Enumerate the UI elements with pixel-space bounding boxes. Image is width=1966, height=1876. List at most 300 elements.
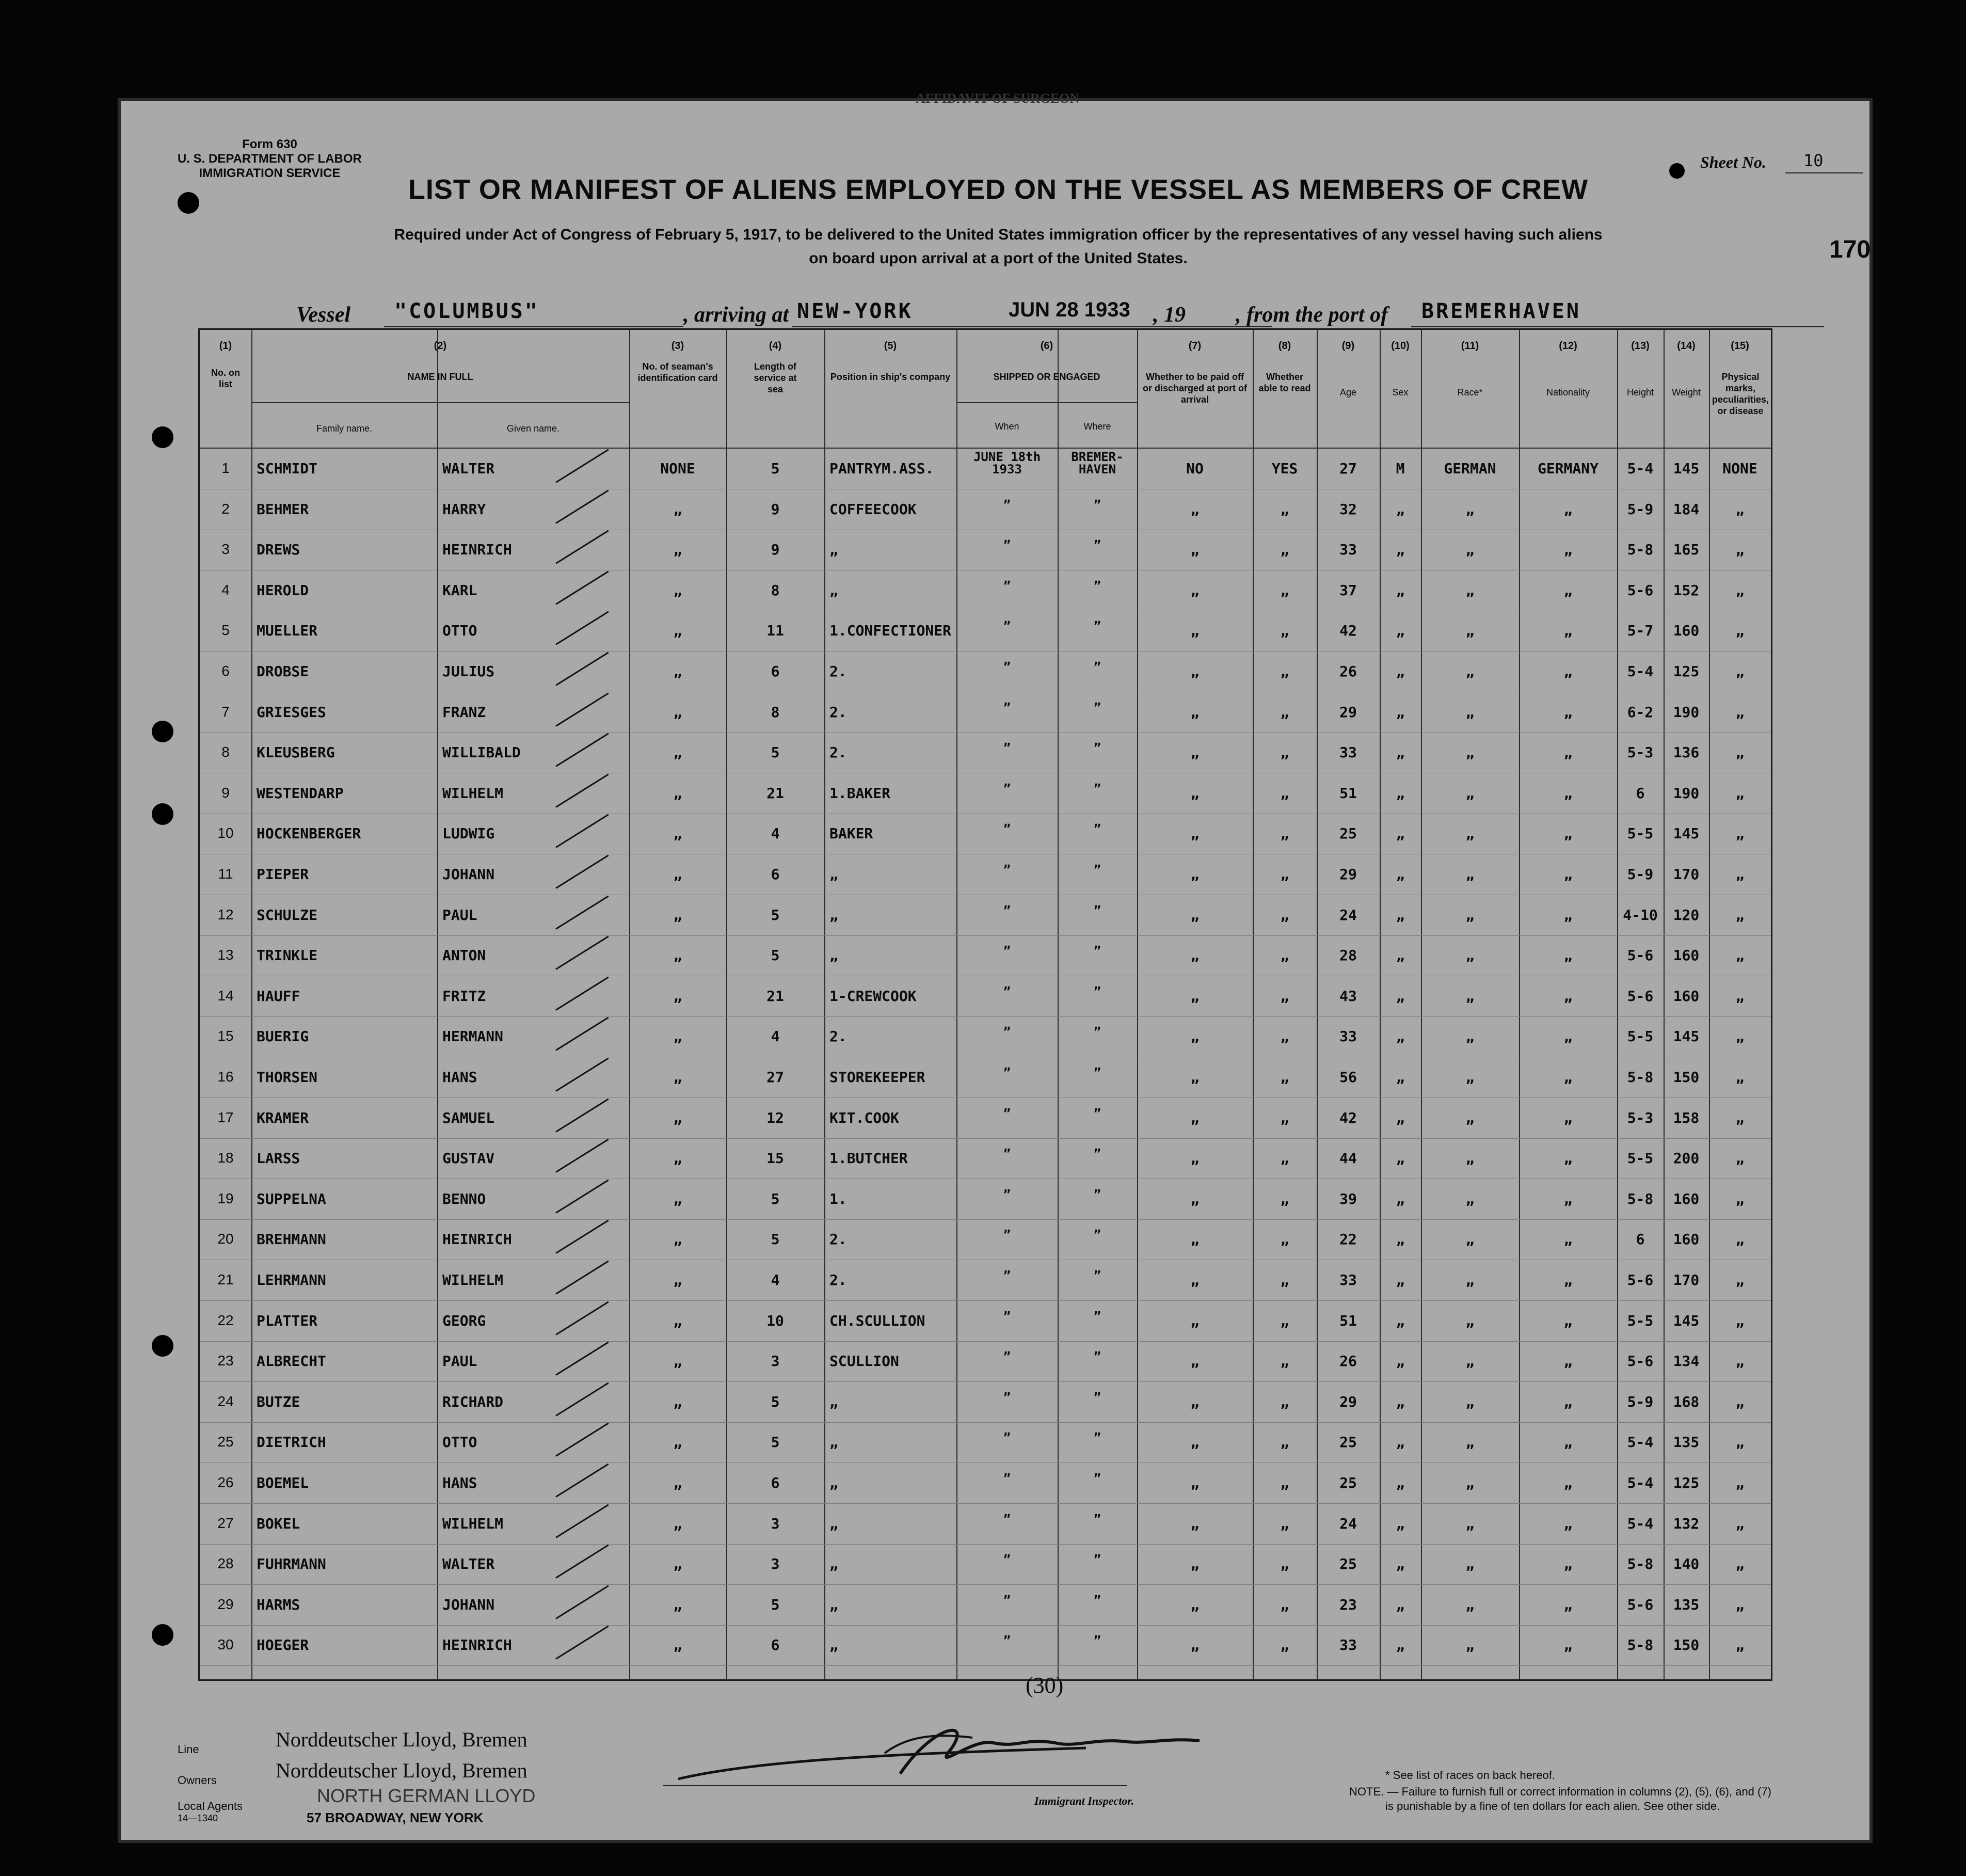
punch-hole (152, 1624, 173, 1646)
cell-where: „ (1093, 1301, 1101, 1316)
cell-given: OTTO (442, 622, 477, 640)
cell-given: HERMANN (442, 1028, 504, 1045)
cell-sex: „ (1396, 1150, 1405, 1167)
cell-nat: „ (1563, 703, 1573, 721)
cell-marks: „ (1735, 581, 1745, 599)
cell-sex: „ (1396, 541, 1405, 559)
cell-family: BOEMEL (257, 1474, 309, 1491)
cell-sex: „ (1396, 1109, 1405, 1126)
punch-hole (152, 1335, 173, 1357)
cell-card: „ (673, 1312, 682, 1329)
cell-paid: „ (1190, 581, 1200, 599)
table-row (200, 489, 1771, 530)
cell-weight: 150 (1673, 1069, 1700, 1086)
col-1-header: No. on list (211, 368, 240, 389)
cell-no: 23 (217, 1353, 234, 1369)
cell-marks: „ (1735, 825, 1745, 842)
col-11-number: (11) (1461, 340, 1479, 352)
cell-age: 24 (1339, 906, 1357, 924)
cell-age: 39 (1339, 1190, 1357, 1207)
form-number: Form 630 (242, 137, 297, 151)
vessel-label: Vessel (296, 303, 350, 327)
arrival-date-stamp: JUN 28 1933 (1009, 298, 1130, 321)
cell-sex: M (1396, 460, 1405, 477)
cell-height: 5-5 (1627, 1028, 1654, 1045)
cell-card: „ (673, 1596, 682, 1613)
cell-position: „ (829, 866, 838, 883)
cell-service: 21 (766, 784, 784, 802)
races-note: * See list of races on back hereof. (1385, 1769, 1555, 1782)
cell-height: 4-10 (1623, 906, 1658, 924)
cell-service: 6 (771, 1474, 780, 1491)
cell-read: „ (1280, 1231, 1289, 1248)
cell-service: 5 (771, 906, 780, 924)
cell-given: RICHARD (442, 1393, 504, 1410)
cell-no: 20 (217, 1231, 234, 1247)
col-14-header: Weight (1672, 387, 1701, 398)
cell-where: „ (1093, 1504, 1101, 1519)
cell-sex: „ (1396, 1028, 1405, 1045)
cell-race: „ (1465, 1069, 1475, 1086)
col-10-header: Sex (1392, 387, 1409, 398)
cell-read: „ (1280, 1109, 1289, 1126)
cell-family: DROBSE (257, 663, 309, 680)
cell-position: „ (829, 1636, 838, 1654)
cell-family: FUHRMANN (257, 1555, 326, 1573)
cell-card: „ (673, 744, 682, 761)
cell-read: „ (1280, 663, 1289, 680)
cell-nat: „ (1563, 1190, 1573, 1207)
cell-read: „ (1280, 1515, 1289, 1532)
cell-no: 22 (217, 1312, 234, 1328)
cell-race: „ (1465, 1109, 1475, 1126)
cell-where: „ (1093, 1220, 1101, 1235)
family-name-header: Family name. (316, 423, 373, 434)
cell-marks: „ (1735, 500, 1745, 518)
cell-height: 5-3 (1627, 744, 1654, 761)
fine-note-1: NOTE. — Failure to furnish full or correct information in columns (2), (5), (6), and (7) (1349, 1785, 1771, 1798)
cell-read: „ (1280, 1474, 1289, 1491)
cell-family: KLEUSBERG (257, 744, 335, 761)
cell-position: 2. (829, 703, 847, 721)
cell-sex: „ (1396, 1312, 1405, 1329)
cell-no: 29 (217, 1596, 234, 1612)
cell-card: „ (673, 866, 682, 883)
cell-sex: „ (1396, 500, 1405, 518)
cell-age: 43 (1339, 987, 1357, 1005)
cell-age: 44 (1339, 1150, 1357, 1167)
cell-height: 5-8 (1627, 1069, 1654, 1086)
cell-nat: „ (1563, 1271, 1573, 1289)
cell-paid: „ (1190, 784, 1200, 802)
col-5-number: (5) (884, 340, 897, 352)
cell-family: BUERIG (257, 1028, 309, 1045)
cell-no: 9 (221, 784, 230, 801)
cell-weight: 160 (1673, 622, 1700, 640)
cell-paid: „ (1190, 866, 1200, 883)
cell-read: „ (1280, 1069, 1289, 1086)
cell-weight: 136 (1673, 744, 1700, 761)
cell-family: DIETRICH (257, 1434, 326, 1451)
cell-age: 56 (1339, 1069, 1357, 1086)
cell-family: BREHMANN (257, 1231, 326, 1248)
cell-race: „ (1465, 1515, 1475, 1532)
col-2-number: (2) (434, 340, 447, 352)
arriving-label: , arriving at (683, 303, 789, 327)
cell-marks: „ (1735, 1190, 1745, 1207)
cell-when: „ (1003, 490, 1011, 505)
cell-no: 14 (217, 987, 234, 1004)
cell-race: „ (1465, 1028, 1475, 1045)
cell-weight: 184 (1673, 500, 1700, 518)
cell-position: „ (829, 1393, 838, 1410)
cell-race: „ (1465, 1231, 1475, 1248)
cell-paid: „ (1190, 1069, 1200, 1086)
cell-position: „ (829, 1555, 838, 1573)
cell-card: „ (673, 1028, 682, 1045)
sheet-number-label: Sheet No. (1700, 153, 1766, 171)
cell-service: 11 (766, 622, 784, 640)
cell-read: „ (1280, 1150, 1289, 1167)
cell-family: ALBRECHT (257, 1353, 326, 1370)
cell-position: 1-CREWCOOK (829, 987, 917, 1005)
cell-weight: 145 (1673, 460, 1700, 477)
cell-family: DREWS (257, 541, 300, 559)
cell-service: 8 (771, 581, 780, 599)
cell-age: 51 (1339, 784, 1357, 802)
table-row (200, 449, 1771, 489)
cell-age: 29 (1339, 866, 1357, 883)
cell-nat: „ (1563, 744, 1573, 761)
cell-race: „ (1465, 784, 1475, 802)
cell-given: PAUL (442, 906, 477, 924)
cell-read: „ (1280, 947, 1289, 964)
cell-nat: „ (1563, 1393, 1573, 1410)
sheet-number-underline (1785, 172, 1863, 173)
cell-sex: „ (1396, 784, 1405, 802)
cell-marks: „ (1735, 1150, 1745, 1167)
cell-age: 27 (1339, 460, 1357, 477)
cell-position: BAKER (829, 825, 873, 842)
cell-when: „ (1003, 1018, 1011, 1032)
cell-marks: „ (1735, 541, 1745, 559)
cell-given: HEINRICH (442, 1231, 512, 1248)
cell-race: „ (1465, 906, 1475, 924)
cell-where: „ (1093, 1099, 1101, 1114)
cell-where: „ (1093, 1382, 1101, 1397)
cell-sex: „ (1396, 906, 1405, 924)
cell-given: HANS (442, 1474, 477, 1491)
cell-family: WESTENDARP (257, 784, 344, 802)
cell-where: „ (1093, 1626, 1101, 1641)
cell-height: 5-6 (1627, 947, 1654, 964)
cell-weight: 165 (1673, 541, 1700, 559)
total-count-note: (30) (1026, 1673, 1064, 1698)
cell-when: „ (1003, 1220, 1011, 1235)
cell-card: „ (673, 987, 682, 1005)
cell-marks: „ (1735, 1271, 1745, 1289)
table-row (200, 1098, 1771, 1138)
cell-where: „ (1093, 653, 1101, 667)
cell-nat: „ (1563, 1474, 1573, 1491)
table-row (200, 1301, 1771, 1341)
cell-race: „ (1465, 866, 1475, 883)
col-9-header: Age (1339, 387, 1357, 398)
cell-race: „ (1465, 1474, 1475, 1491)
cell-read: YES (1271, 460, 1298, 477)
cell-service: 8 (771, 703, 780, 721)
cell-sex: „ (1396, 1555, 1405, 1573)
crew-table (198, 328, 1772, 1698)
cell-no: 28 (217, 1555, 234, 1572)
cell-marks: „ (1735, 1596, 1745, 1613)
cell-marks: „ (1735, 1434, 1745, 1451)
cell-paid: „ (1190, 1515, 1200, 1532)
cell-where: „ (1093, 936, 1101, 951)
cell-nat: „ (1563, 987, 1573, 1005)
cell-card: „ (673, 906, 682, 924)
page-subtitle (327, 223, 1669, 271)
cell-when: „ (1003, 774, 1011, 789)
cell-no: 1 (221, 460, 230, 476)
cell-nat: „ (1563, 906, 1573, 924)
cell-age: 33 (1339, 541, 1357, 559)
cell-age: 29 (1339, 703, 1357, 721)
cell-no: 17 (217, 1109, 234, 1125)
cell-race: „ (1465, 1190, 1475, 1207)
cell-given: FRANZ (442, 703, 486, 721)
cell-race: „ (1465, 703, 1475, 721)
cell-read: „ (1280, 1190, 1289, 1207)
cell-sex: „ (1396, 1231, 1405, 1248)
cell-position: 2. (829, 1231, 847, 1248)
year-label: , 19 (1153, 303, 1186, 327)
cell-when: „ (1003, 1180, 1011, 1195)
inspector-label: Immigrant Inspector. (1034, 1794, 1134, 1807)
cell-given: WALTER (442, 1555, 495, 1573)
cell-given: PAUL (442, 1353, 477, 1370)
table-row (200, 1057, 1771, 1098)
faded-heading: AFFIDAVIT OF SURGEON (916, 91, 1080, 106)
cell-paid: „ (1190, 1271, 1200, 1289)
cell-where: „ (1093, 774, 1101, 789)
cell-no: 6 (221, 663, 230, 679)
cell-weight: 200 (1673, 1150, 1700, 1167)
when-header: When (995, 421, 1019, 432)
cell-paid: „ (1190, 1555, 1200, 1573)
cell-no: 15 (217, 1028, 234, 1044)
subtitle-line-2: on board upon arrival at a port of the United States. (809, 250, 1188, 267)
cell-age: 24 (1339, 1515, 1357, 1532)
col-15-number: (15) (1731, 340, 1749, 352)
cell-nat: „ (1563, 1353, 1573, 1370)
cell-when: „ (1003, 612, 1011, 627)
cell-service: 12 (766, 1109, 784, 1126)
cell-sex: „ (1396, 622, 1405, 640)
cell-paid: „ (1190, 1393, 1200, 1410)
cell-nat: „ (1563, 1555, 1573, 1573)
cell-given: WILHELM (442, 1271, 504, 1289)
cell-no: 27 (217, 1515, 234, 1531)
col-14-number: (14) (1677, 340, 1696, 352)
subtitle-line-1: Required under Act of Congress of February 5, 1917, to be delivered to the United States immigration officer by the representatives of any vessel having such aliens (394, 226, 1603, 243)
cell-marks: „ (1735, 663, 1745, 680)
cell-weight: 125 (1673, 663, 1700, 680)
cell-position: 2. (829, 663, 847, 680)
cell-given: ANTON (442, 947, 486, 964)
cell-where: „ (1093, 1139, 1101, 1154)
cell-sex: „ (1396, 825, 1405, 842)
cell-nat: „ (1563, 1596, 1573, 1613)
line-label: Line (178, 1743, 199, 1756)
arriving-port: NEW-YORK (797, 299, 913, 323)
table-row (200, 530, 1771, 570)
cell-marks: „ (1735, 1312, 1745, 1329)
where-header: Where (1083, 421, 1111, 432)
cell-no: 21 (217, 1271, 234, 1287)
cell-paid: NO (1186, 460, 1204, 477)
cell-position: „ (829, 947, 838, 964)
col-12-number: (12) (1559, 340, 1577, 352)
cell-read: „ (1280, 1596, 1289, 1613)
cell-read: „ (1280, 703, 1289, 721)
cell-height: 6-2 (1627, 703, 1654, 721)
table-row (200, 1219, 1771, 1260)
cell-nat: „ (1563, 825, 1573, 842)
cell-age: 37 (1339, 581, 1357, 599)
cell-service: 6 (771, 1636, 780, 1654)
cell-card: „ (673, 1434, 682, 1451)
cell-nat: „ (1563, 541, 1573, 559)
cell-marks: „ (1735, 1353, 1745, 1370)
cell-when: „ (1003, 1464, 1011, 1478)
table-row (200, 1544, 1771, 1584)
owners-value: Norddeutscher Lloyd, Bremen (276, 1759, 528, 1782)
cell-paid: „ (1190, 1109, 1200, 1126)
cell-read: „ (1280, 987, 1289, 1005)
cell-when: „ (1003, 653, 1011, 667)
cell-height: 5-8 (1627, 541, 1654, 559)
cell-given: HEINRICH (442, 1636, 512, 1654)
sheet-number: 10 (1803, 151, 1824, 170)
cell-card: „ (673, 622, 682, 640)
fine-note-2: is punishable by a fine of ten dollars for each alien. See other side. (1385, 1800, 1720, 1813)
cell-race: „ (1465, 500, 1475, 518)
cell-when: „ (1003, 1423, 1011, 1438)
cell-height: 6 (1636, 1231, 1645, 1248)
cell-height: 5-9 (1627, 866, 1654, 883)
cell-read: „ (1280, 1636, 1289, 1654)
cell-when: „ (1003, 815, 1011, 830)
cell-nat: „ (1563, 1515, 1573, 1532)
cell-service: 15 (766, 1150, 784, 1167)
table-row (200, 1585, 1771, 1625)
from-port-underline (1411, 326, 1824, 327)
cell-given: BENNO (442, 1190, 486, 1207)
table-row (200, 1260, 1771, 1300)
cell-no: 25 (217, 1434, 234, 1450)
cell-marks: „ (1735, 1028, 1745, 1045)
cell-race: „ (1465, 1312, 1475, 1329)
cell-age: 32 (1339, 500, 1357, 518)
cell-paid: „ (1190, 987, 1200, 1005)
cell-sex: „ (1396, 1636, 1405, 1654)
cell-weight: 160 (1673, 947, 1700, 964)
cell-no: 4 (221, 581, 230, 598)
cell-card: „ (673, 1231, 682, 1248)
local-agents-name: NORTH GERMAN LLOYD (317, 1785, 536, 1806)
cell-marks: „ (1735, 1555, 1745, 1573)
cell-height: 5-6 (1627, 987, 1654, 1005)
cell-read: „ (1280, 825, 1289, 842)
cell-service: 21 (766, 987, 784, 1005)
cell-where: „ (1093, 1545, 1101, 1560)
cell-age: 28 (1339, 947, 1357, 964)
cell-no: 2 (221, 500, 230, 517)
cell-read: „ (1280, 1555, 1289, 1573)
cell-service: 3 (771, 1555, 780, 1573)
cell-service: 10 (766, 1312, 784, 1329)
cell-height: 5-5 (1627, 825, 1654, 842)
cell-marks: „ (1735, 906, 1745, 924)
cell-age: 22 (1339, 1231, 1357, 1248)
cell-service: 5 (771, 947, 780, 964)
cell-family: HOCKENBERGER (257, 825, 361, 842)
row-rule (200, 1665, 1771, 1666)
owners-label: Owners (178, 1774, 217, 1787)
cell-sex: „ (1396, 1596, 1405, 1613)
vessel-name: "COLUMBUS" (394, 299, 539, 323)
table-row (200, 1382, 1771, 1422)
cell-weight: 160 (1673, 1190, 1700, 1207)
cell-nat: GERMANY (1537, 460, 1599, 477)
cell-where: „ (1093, 1585, 1101, 1600)
col-1-number: (1) (219, 340, 232, 352)
table-row (200, 1179, 1771, 1219)
cell-paid: „ (1190, 622, 1200, 640)
cell-height: 5-9 (1627, 500, 1654, 518)
cell-where: „ (1093, 855, 1101, 870)
cell-where: „ (1093, 1464, 1101, 1478)
cell-card: „ (673, 663, 682, 680)
cell-sex: „ (1396, 866, 1405, 883)
cell-position: „ (829, 1596, 838, 1613)
cell-family: PLATTER (257, 1312, 318, 1329)
cell-race: „ (1465, 663, 1475, 680)
cell-age: 33 (1339, 1028, 1357, 1045)
cell-paid: „ (1190, 1353, 1200, 1370)
cell-read: „ (1280, 784, 1289, 802)
col-3-header: No. of seaman's identification card (637, 361, 718, 383)
cell-race: „ (1465, 947, 1475, 964)
cell-paid: „ (1190, 500, 1200, 518)
table-row (200, 773, 1771, 814)
cell-nat: „ (1563, 663, 1573, 680)
cell-when: „ (1003, 977, 1011, 992)
cell-race: „ (1465, 581, 1475, 599)
from-port-label: , from the port of (1236, 303, 1388, 327)
cell-when: JUNE 18th 1933 (973, 450, 1041, 476)
cell-family: SCHMIDT (257, 460, 318, 477)
cell-family: HAUFF (257, 987, 300, 1005)
cell-nat: „ (1563, 622, 1573, 640)
cell-height: 5-4 (1627, 460, 1654, 477)
cell-family: LARSS (257, 1150, 300, 1167)
col-8-number: (8) (1278, 340, 1291, 352)
cell-service: 5 (771, 1190, 780, 1207)
cell-position: 1.BAKER (829, 784, 891, 802)
cell-given: LUDWIG (442, 825, 495, 842)
